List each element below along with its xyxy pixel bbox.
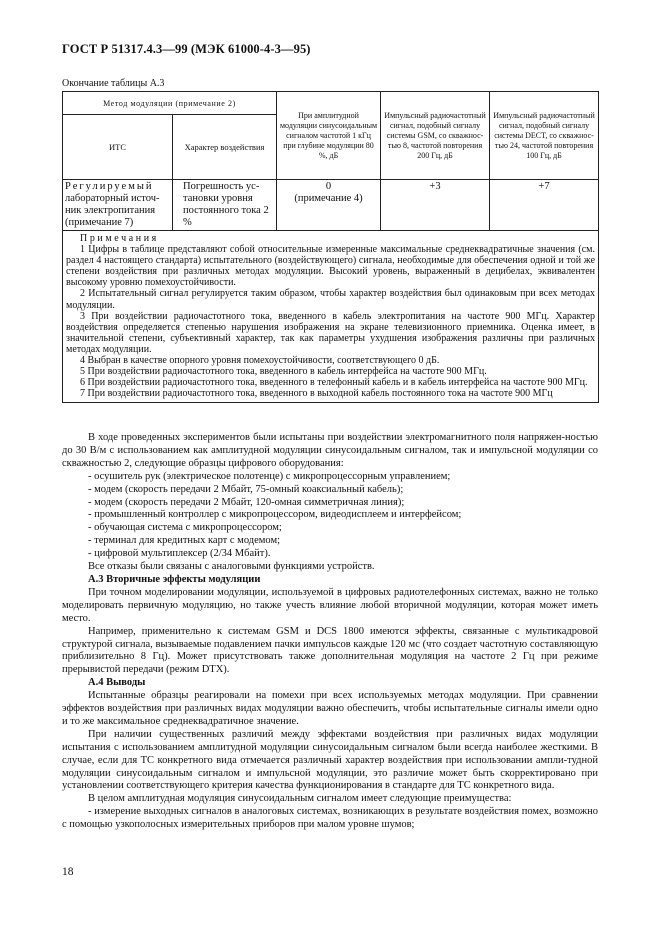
paragraph-conclusions-1: Испытанные образцы реагировали на помехи при всех используемых методах модуляции. При сравнении эффектов воздействия при различных видах модуляции важно обеспечить, чтобы испытательные сигналы имели одно и то же максимальное среднеквадратичное значение. [62,690,598,727]
table-caption: Окончание таблицы А.3 [62,78,165,89]
modulation-table [62,91,599,403]
section-heading-a4: А.4 Выводы [88,677,146,689]
paragraph-experiments: В ходе проведенных экспериментов были испытаны при воздействии электромагнитного поля напряжен-ностью до 30 В/м с использованием как амплитудной модуляции синусоидальным сигналом, так и импульсной модуляции со скважностью 2, следующие образцы цифрового оборудования: [62,432,598,469]
header-modulation-method: Метод модуляции (примечание 2) [63,92,277,115]
list-item: - осушитель рук (электрическое полотенце) с микропроцессорным управлением; [88,470,451,482]
cell-its [63,180,173,231]
cell-character: Погрешность ус-тановки уровня постоянного тока 2 % [173,180,277,231]
list-item: - модем (скорость передачи 2 Мбайт, 75-омный коаксиальный кабель); [88,483,404,495]
list-item: - цифровой мультиплексер (2/34 Мбайт). [88,548,271,560]
section-heading-a3: А.3 Вторичные эффекты модуляции [88,573,261,585]
cell-gsm: +3 [381,180,490,231]
table-notes [63,231,599,403]
header-its: ИТС [63,115,173,180]
list-item: - промышленный контроллер с микропроцессором, видеодисплеем и интерфейсом; [88,509,462,521]
notes-title: Примечания [80,233,159,244]
paragraph-failures: Все отказы были связаны с аналоговыми функциями устройств. [88,561,375,573]
note-2: 2 Испытательный сигнал регулируется таким образом, чтобы характер воздействия был одинаковым при всех методах модуляции. [66,288,596,311]
note-5: 5 При воздействии радиочастотного тока, введенного в кабель интерфейса на частоте 900 МГц. [80,366,487,378]
paragraph-conclusions-2: При наличии существенных различий между эффектами воздействия при различных видах модуляции испытания с использованием амплитудной модуляции синусоидальным сигналом были всегда наиболее жесткими. В случае, если для ТС конкретного вида отмечается различный характер воздействия при использовании ампли-тудной модуляции синусоидальным сигналом и импульсной модуляции, это различие может быть скорректировано при установлении соответствующего критерия качества функционирования в стандарте для ТС конкретного вида. [62,728,598,792]
table-row [63,180,599,231]
header-dect-pulse: Импульсный радиочастотный сигнал, подобный сигналу системы DECT, со скважнос-тью 24, частотой повторения 100 Гц, дБ [490,92,599,180]
cell-dect: +7 [490,180,599,231]
header-gsm-pulse: Импульсный радиочастотный сигнал, подобный сигналу системы GSM, со скважнос-тью 8, частотой повторения 200 Гц, дБ [381,92,490,180]
paragraph-secondary-modulation: При точном моделировании модуляции, используемой в цифровых радиотелефонных системах, важно не только моделировать первичную модуляцию, но также учесть влияние любой вторичной модуляции, которая может иметь место. [62,586,598,624]
cell-its-rest: лабораторный источ-ник электропитания (примечание 7) [65,193,160,228]
cell-am-note: (примечание 4) [294,193,363,204]
header-am-modulation: При амплитудной модуляции синусоидальным сигналом частотой 1 кГц при глубине модуляции 80 %, дБ [277,92,381,180]
note-1: 1 Цифры в таблице представляют собой относительные измеренные максимальные среднеквадратичные значения (см. раздел 4 настоящего стандарта) испытательного (воздействующего) сигнала, необходимые для обеспечения одной и той же степени воздействия при различных методах модуляции. Высокий уровень, выраженный в децибелах, эквивалентен высокому уровню помехоустойчивости. [66,244,596,289]
cell-am-value: 0 [325,181,332,192]
body-text [62,432,598,832]
list-item: - обучающая система с микропроцессором; [88,522,282,534]
note-3: 3 При воздействии радиочастотного тока, введенного в кабель электропитания на частоте 900 МГц. Характер воздействия определяется степенью нарушения изображения на экране телевизионного приемника. Оценка имеет, в значительной степени, субъективный характер, так как параметры ухудшения изображения различны при различных методах модуляции. [66,310,596,355]
list-item: - терминал для кредитных карт с модемом; [88,535,281,547]
header-character: Характер воздействия [173,115,277,180]
cell-am [277,180,381,231]
paragraph-advantage-1: - измерение выходных сигналов в аналоговых системах, возникающих в результате воздействия помех, возможно с помощью узкополосных измерительных приборов при малом уровне шумов; [62,806,598,831]
page-number: 18 [62,866,74,878]
paragraph-advantages: В целом амплитудная модуляция синусоидальным сигналом имеет следующие преимущества: [88,793,512,805]
list-item: - модем (скорость передачи 2 Мбайт, 120-омная симметричная линия); [88,496,405,508]
cell-its-first: Регулируемый [65,181,154,192]
note-4: 4 Выбран в качестве опорного уровня помехоустойчивости, соответствующего 0 дБ. [80,355,440,367]
note-6: 6 При воздействии радиочастотного тока, введенного в телефонный кабель и в кабель интерфейса на частоте 900 МГц. [80,377,588,389]
note-7: 7 При воздействии радиочастотного тока, введенного в выходной кабель постоянного тока на частоте 900 МГц [80,388,553,400]
document-header: ГОСТ Р 51317.4.3—99 (МЭК 61000-4-3—95) [62,42,311,56]
paragraph-gsm-example: Например, применительно к системам GSM и DCS 1800 имеются эффекты, связанные с мультикадровой структурой сигнала, вызываемые подавлением пачки импульсов каждые 120 мс (что создает частотную составляющую приблизительно 8 Гц). Может присутствовать также дополнительная модуляция на частоте 2 Гц при режиме прерывистой передачи (режим DTX). [62,625,598,676]
